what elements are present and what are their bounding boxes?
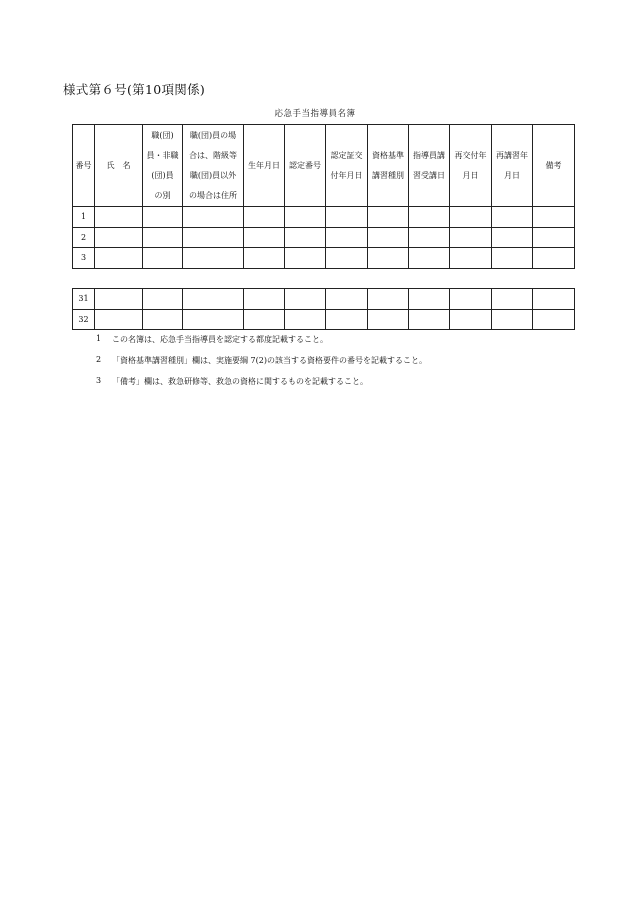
blank-cell	[492, 248, 533, 269]
table-row	[73, 227, 575, 248]
column-header-line: 職(団)員以外	[189, 170, 237, 180]
column-header-line: (団)員	[151, 170, 174, 180]
column-header-line: 月日	[462, 170, 479, 180]
blank-cell	[533, 207, 575, 228]
row-number: 2	[73, 227, 95, 248]
note-number: 3	[96, 376, 102, 385]
column-header-line: 番号	[75, 160, 92, 170]
blank-cell	[95, 289, 143, 310]
blank-cell	[326, 248, 368, 269]
blank-cell	[143, 289, 183, 310]
blank-cell	[326, 309, 368, 330]
blank-cell	[533, 289, 575, 310]
blank-cell	[409, 309, 450, 330]
blank-cell	[326, 207, 368, 228]
column-header	[183, 125, 244, 207]
blank-cell	[285, 227, 326, 248]
blank-cell	[368, 207, 409, 228]
note-number: 1	[96, 334, 102, 343]
note-item	[96, 355, 427, 376]
column-header-line: 再講習年	[496, 150, 528, 160]
row-number: 1	[73, 207, 95, 228]
blank-cell	[183, 227, 244, 248]
blank-cell	[183, 207, 244, 228]
blank-cell	[326, 227, 368, 248]
column-header-line: 氏 名	[106, 160, 131, 170]
blank-cell	[368, 227, 409, 248]
blank-cell	[450, 309, 492, 330]
blank-cell	[450, 227, 492, 248]
row-number: 31	[73, 289, 95, 310]
blank-cell	[492, 227, 533, 248]
column-header-line: 資格基準	[372, 150, 404, 160]
column-header-line: の別	[154, 190, 171, 200]
table-row	[73, 289, 575, 310]
note-item	[96, 376, 427, 397]
column-header	[285, 125, 326, 207]
column-header-line: 再交付年	[454, 150, 487, 160]
blank-cell	[95, 207, 143, 228]
blank-cell	[409, 207, 450, 228]
blank-cell	[95, 227, 143, 248]
column-header-line: 認定証交	[330, 150, 363, 160]
blank-cell	[143, 309, 183, 330]
note-number: 2	[96, 355, 102, 364]
column-header-line: 付年月日	[330, 170, 363, 180]
blank-cell	[368, 289, 409, 310]
blank-cell	[326, 289, 368, 310]
form-number: 様式第６号(第10項関係)	[63, 82, 206, 97]
blank-cell	[95, 248, 143, 269]
blank-cell	[285, 309, 326, 330]
column-header	[450, 125, 492, 207]
column-header	[492, 125, 533, 207]
row-number: 3	[73, 248, 95, 269]
column-header	[73, 125, 95, 207]
column-header-line: 合は、階級等	[189, 150, 237, 160]
blank-cell	[368, 309, 409, 330]
column-header-line: 員・非職	[146, 150, 179, 160]
column-header-line: 指導員講	[413, 150, 445, 160]
column-header-line: 月日	[504, 170, 520, 180]
document-title: 応急手当指導員名簿	[274, 109, 356, 119]
blank-cell	[285, 207, 326, 228]
column-header	[409, 125, 450, 207]
blank-cell	[285, 289, 326, 310]
blank-cell	[285, 248, 326, 269]
blank-cell	[368, 248, 409, 269]
blank-cell	[450, 207, 492, 228]
column-header-line: 職(団)	[151, 130, 174, 140]
column-header	[533, 125, 575, 207]
blank-cell	[450, 289, 492, 310]
blank-cell	[492, 309, 533, 330]
note-text: この名簿は、応急手当指導員を認定する都度記載すること。	[112, 335, 328, 344]
instructor-register-table	[72, 124, 575, 269]
blank-cell	[143, 227, 183, 248]
column-header-line: 職(団)員の場	[189, 130, 237, 140]
blank-cell	[450, 248, 492, 269]
column-header-line: の場合は住所	[189, 190, 237, 200]
instructor-register-table-continued	[72, 288, 575, 330]
blank-cell	[244, 207, 285, 228]
column-header	[326, 125, 368, 207]
column-header	[244, 125, 285, 207]
blank-cell	[533, 309, 575, 330]
table-row	[73, 309, 575, 330]
blank-cell	[244, 227, 285, 248]
blank-cell	[244, 248, 285, 269]
column-header-line: 講習種別	[372, 170, 404, 180]
header-row	[73, 125, 575, 207]
blank-cell	[409, 248, 450, 269]
column-header-line: 備考	[545, 160, 562, 170]
note-text: 「備考」欄は、救急研修等、救急の資格に関するものを記載すること。	[112, 377, 368, 386]
blank-cell	[95, 309, 143, 330]
blank-cell	[183, 248, 244, 269]
blank-cell	[244, 289, 285, 310]
column-header	[368, 125, 409, 207]
blank-cell	[533, 227, 575, 248]
column-header-line: 習受講日	[413, 170, 445, 180]
blank-cell	[244, 309, 285, 330]
blank-cell	[409, 227, 450, 248]
column-header	[95, 125, 143, 207]
blank-cell	[492, 207, 533, 228]
note-text: 「資格基準講習種別」欄は、実施要綱 7(2)の該当する資格要件の番号を記載すること。	[112, 356, 427, 365]
row-number: 32	[73, 309, 95, 330]
blank-cell	[183, 309, 244, 330]
table-row	[73, 248, 575, 269]
blank-cell	[183, 289, 244, 310]
column-header	[143, 125, 183, 207]
blank-cell	[143, 248, 183, 269]
table-row	[73, 207, 575, 228]
column-header-line: 認定番号	[289, 160, 321, 170]
blank-cell	[409, 289, 450, 310]
notes-list	[96, 334, 427, 397]
blank-cell	[533, 248, 575, 269]
column-header-line: 生年月日	[248, 160, 280, 170]
blank-cell	[143, 207, 183, 228]
blank-cell	[492, 289, 533, 310]
note-item	[96, 334, 427, 355]
